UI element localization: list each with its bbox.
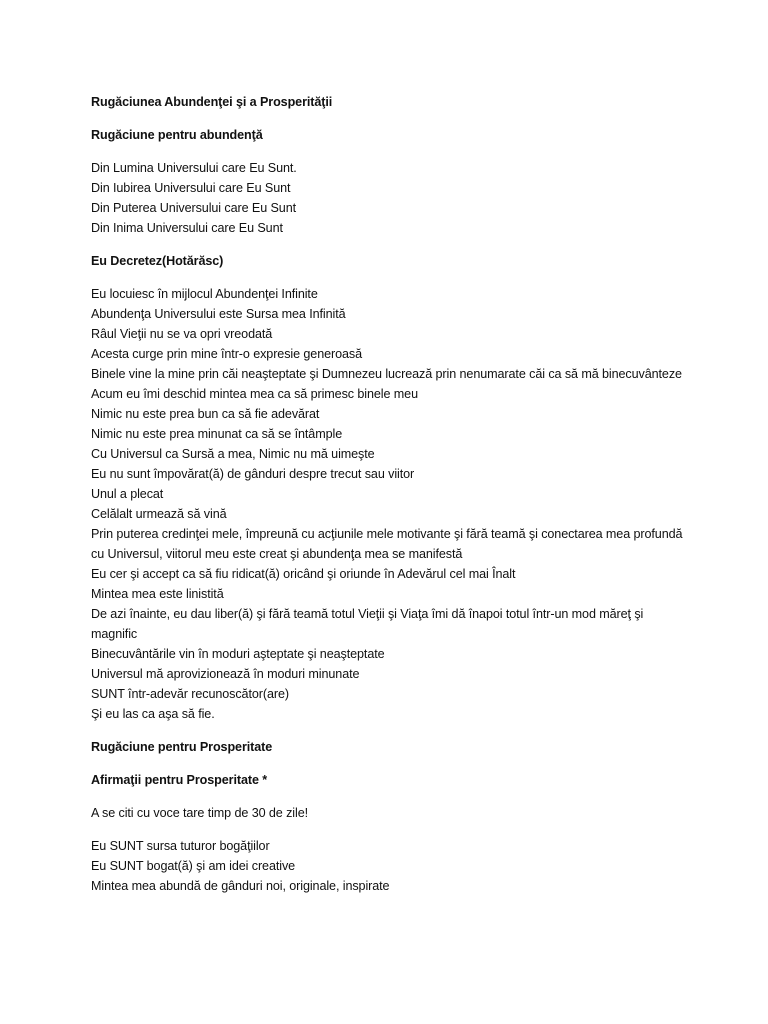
decree-line: Acum eu îmi deschid mintea mea ca să primesc binele meu [91,387,418,401]
affirmation-line: Eu SUNT bogat(ă) şi am idei creative [91,859,296,873]
document-page [91,92,691,896]
section1-line: Din Puterea Universului care Eu Sunt [91,201,297,215]
decree-line: Mintea mea este linistită [91,587,224,601]
decree-line: Acesta curge prin mine într-o expresie generoasă [91,347,363,361]
decree-line: Binecuvântările vin în moduri aşteptate şi neaşteptate [91,647,385,661]
section3-heading-block [91,770,691,790]
instruction-text: A se citi cu voce tare timp de 30 de zile! [91,806,309,820]
decree-line: Nimic nu este prea bun ca să fie adevărat [91,407,320,421]
decree-line: Eu cer şi accept ca să fiu ridicat(ă) oricând şi oriunde în Adevărul cel mai Înalt [91,567,516,581]
decree-line: Cu Universul ca Sursă a mea, Nimic nu mă uimeşte [91,447,375,461]
decree-heading-block [91,251,691,271]
section1-line: Din Inima Universului care Eu Sunt [91,221,283,235]
decree-line: Binele vine la mine prin căi neaşteptate şi Dumnezeu lucrează prin nenumarate căi ca să mă binecuvânteze [91,367,682,381]
instruction-block [91,803,691,823]
section1-heading: Rugăciune pentru abundenţă [91,128,263,142]
decree-line: De azi înainte, eu dau liber(ă) şi fără teamă totul Vieţii şi Viaţa îmi dă înapoi totul într-un mod măreţ şi magnific [91,607,644,641]
decree-line: Râul Vieţii nu se va opri vreodată [91,327,273,341]
decree-heading: Eu Decretez(Hotărăsc) [91,254,224,268]
affirmation-lines [91,836,691,896]
decree-line: SUNT într-adevăr recunoscător(are) [91,687,289,701]
document-title-block [91,92,691,112]
decree-line: Şi eu las ca aşa să fie. [91,707,215,721]
decree-line: Universul mă aprovizionează în moduri minunate [91,667,360,681]
section1-lines [91,158,691,238]
decree-line: Abundenţa Universului este Sursa mea Infinită [91,307,346,321]
section1-heading-block [91,125,691,145]
affirmation-line: Eu SUNT sursa tuturor bogăţiilor [91,839,270,853]
decree-line: Nimic nu este prea minunat ca să se întâmple [91,427,343,441]
section2-heading-block [91,737,691,757]
decree-lines [91,284,691,724]
decree-line: Unul a plecat [91,487,164,501]
affirmation-line: Mintea mea abundă de gânduri noi, originale, inspirate [91,879,390,893]
section2-heading: Rugăciune pentru Prosperitate [91,740,273,754]
decree-line: Prin puterea credinţei mele, împreună cu acţiunile mele motivante şi fără teamă şi conectarea mea profundă cu Universul, viitorul meu este creat şi abundenţa mea se manifestă [91,527,683,561]
decree-line: Eu locuiesc în mijlocul Abundenţei Infinite [91,287,318,301]
section1-line: Din Iubirea Universului care Eu Sunt [91,181,291,195]
decree-line: Eu nu sunt împovărat(ă) de gânduri despre trecut sau viitor [91,467,415,481]
section3-heading: Afirmaţii pentru Prosperitate * [91,773,268,787]
decree-line: Celălalt urmează să vină [91,507,227,521]
document-title: Rugăciunea Abundenţei şi a Prosperităţii [91,95,333,109]
section1-line: Din Lumina Universului care Eu Sunt. [91,161,297,175]
